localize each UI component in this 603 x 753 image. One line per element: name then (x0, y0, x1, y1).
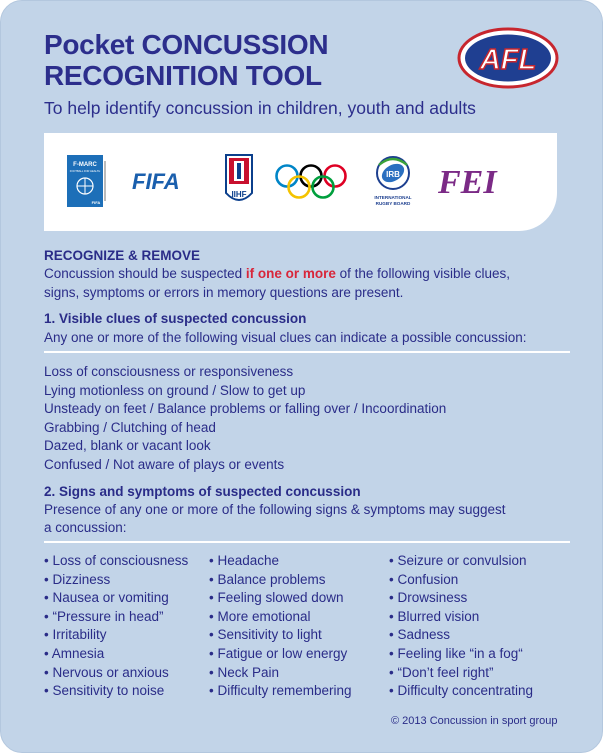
svg-text:INTERNATIONAL: INTERNATIONAL (374, 195, 412, 200)
title-line-2: RECOGNITION TOOL (44, 60, 322, 91)
copyright-notice: © 2013 Concussion in sport group (391, 715, 558, 727)
symptoms-column-3 (389, 552, 533, 701)
recognize-emphasis: if one or more (245, 266, 336, 281)
section1-heading: 1. Visible clues of suspected concussion (44, 311, 307, 326)
partner-logos-panel (44, 133, 557, 231)
section1-list (44, 363, 446, 474)
section2-heading: 2. Signs and symptoms of suspected concussion (44, 484, 361, 499)
fei-logo (438, 163, 538, 199)
fmarc-logo (67, 155, 107, 207)
fifa-logo (132, 169, 204, 193)
list-item: Lying motionless on ground / Slow to get up (44, 382, 306, 398)
svg-text:IIHF: IIHF (231, 190, 247, 199)
list-item: • “Don’t feel right” (389, 664, 494, 680)
list-item: • Nausea or vomiting (44, 590, 169, 606)
svg-text:FOOTBALL FOR HEALTH: FOOTBALL FOR HEALTH (69, 170, 101, 173)
list-item: Grabbing / Clutching of head (44, 419, 216, 435)
list-item: Confused / Not aware of plays or events (44, 456, 285, 472)
list-item: • Difficulty remembering (209, 683, 352, 699)
list-item: • Sensitivity to light (209, 627, 322, 643)
list-item: • Dizziness (44, 571, 111, 587)
recognize-line-1-pre: Concussion should be suspected (44, 266, 246, 281)
recognize-line-2: signs, symptoms or errors in memory questions are present. (44, 285, 404, 300)
list-item: • Sadness (389, 627, 451, 643)
symptoms-column-2 (209, 552, 352, 701)
list-item: • Feeling like “in a fog“ (389, 645, 523, 661)
list-item: • Blurred vision (389, 608, 480, 624)
recognize-line-1 (44, 265, 510, 284)
list-item: Dazed, blank or vacant look (44, 438, 211, 453)
section2-intro-line-2: a concussion: (44, 520, 127, 535)
title-line-1: Pocket CONCUSSION (44, 29, 329, 60)
list-item: • Headache (209, 553, 280, 568)
section2-divider (44, 541, 570, 543)
svg-text:IRB: IRB (386, 170, 400, 179)
svg-text:F-MARC: F-MARC (73, 162, 97, 168)
svg-text:FIFA: FIFA (91, 200, 101, 205)
section1-divider (44, 351, 570, 353)
svg-text:FEI: FEI (438, 164, 497, 199)
list-item: Unsteady on feet / Balance problems or falling over / Incoordination (44, 401, 447, 416)
list-item: • Fatigue or low energy (209, 645, 348, 661)
list-item: • Irritability (44, 627, 107, 643)
svg-text:AFL: AFL (479, 44, 537, 76)
list-item: • Loss of consciousness (44, 553, 189, 568)
list-item: • Difficulty concentrating (389, 683, 534, 699)
list-item: Loss of consciousness or responsiveness (44, 364, 294, 379)
list-item: • Drowsiness (389, 590, 468, 606)
list-item: • More emotional (209, 608, 311, 624)
list-item: • Neck Pain (209, 664, 280, 680)
symptoms-column-1 (44, 552, 188, 701)
subtitle: To help identify concussion in children, youth and adults (44, 98, 476, 118)
recognize-line-1-post: of the following visible clues, (335, 266, 510, 281)
list-item: • Balance problems (209, 571, 326, 587)
irb-logo (371, 155, 415, 211)
iihf-logo (224, 153, 254, 209)
list-item: • Feeling slowed down (209, 590, 344, 606)
section2-intro-line-1: Presence of any one or more of the following signs & symptoms may suggest (44, 502, 506, 517)
list-item: • Amnesia (44, 645, 105, 661)
list-item: • Seizure or convulsion (389, 553, 527, 568)
svg-text:FIFA: FIFA (132, 169, 180, 193)
list-item: • Sensitivity to noise (44, 683, 165, 699)
list-item: • “Pressure in head” (44, 608, 164, 624)
olympic-rings-logo (274, 163, 348, 201)
svg-text:RUGBY BOARD: RUGBY BOARD (375, 201, 411, 206)
section1-intro: Any one or more of the following visual clues can indicate a possible concussion: (44, 330, 527, 345)
recognize-heading: RECOGNIZE & REMOVE (44, 248, 201, 263)
list-item: • Confusion (389, 571, 459, 587)
list-item: • Nervous or anxious (44, 664, 169, 680)
afl-logo (457, 27, 559, 89)
page-title (44, 29, 328, 91)
